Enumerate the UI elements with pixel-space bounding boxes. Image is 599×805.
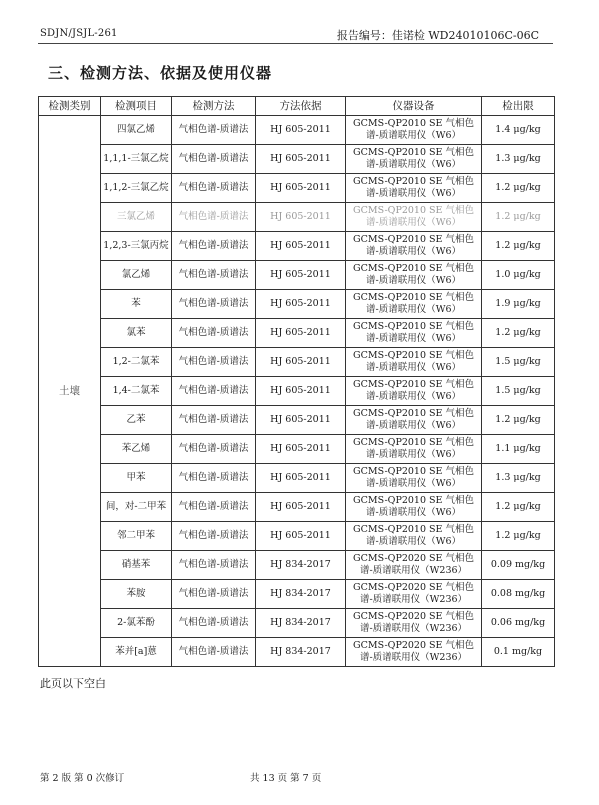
basis-cell: HJ 834-2017: [256, 638, 346, 667]
method-cell: 气相色谱-质谱法: [172, 551, 256, 580]
method-cell: 气相色谱-质谱法: [172, 580, 256, 609]
limit-cell: 1.5 μg/kg: [482, 348, 555, 377]
instrument-cell: GCMS-QP2010 SE 气相色谱-质谱联用仪（W6）: [346, 145, 482, 174]
method-cell: 气相色谱-质谱法: [172, 174, 256, 203]
item-cell: 四氯乙烯: [101, 116, 172, 145]
table-row: [39, 522, 555, 551]
revision-info: 第 2 版 第 0 次修订: [40, 773, 125, 784]
method-cell: 气相色谱-质谱法: [172, 290, 256, 319]
limit-cell: 1.2 μg/kg: [482, 493, 555, 522]
limit-cell: 1.9 μg/kg: [482, 290, 555, 319]
item-cell: 氯苯: [101, 319, 172, 348]
basis-cell: HJ 605-2011: [256, 377, 346, 406]
method-cell: 气相色谱-质谱法: [172, 116, 256, 145]
item-cell: 苯乙烯: [101, 435, 172, 464]
column-header: 检测方法: [172, 97, 256, 116]
basis-cell: HJ 605-2011: [256, 435, 346, 464]
column-header: 检测类别: [39, 97, 101, 116]
instrument-cell: GCMS-QP2010 SE 气相色谱-质谱联用仪（W6）: [346, 319, 482, 348]
method-cell: 气相色谱-质谱法: [172, 522, 256, 551]
instrument-cell: GCMS-QP2010 SE 气相色谱-质谱联用仪（W6）: [346, 232, 482, 261]
limit-cell: 1.3 μg/kg: [482, 145, 555, 174]
table-row: [39, 580, 555, 609]
table-row: [39, 406, 555, 435]
method-cell: 气相色谱-质谱法: [172, 261, 256, 290]
limit-cell: 1.2 μg/kg: [482, 522, 555, 551]
table-row: [39, 290, 555, 319]
basis-cell: HJ 834-2017: [256, 551, 346, 580]
method-cell: 气相色谱-质谱法: [172, 232, 256, 261]
item-cell: 邻二甲苯: [101, 522, 172, 551]
table-row: [39, 638, 555, 667]
basis-cell: HJ 605-2011: [256, 203, 346, 232]
item-cell: 间，对-二甲苯: [101, 493, 172, 522]
instrument-cell: GCMS-QP2020 SE 气相色谱-质谱联用仪（W236）: [346, 551, 482, 580]
instrument-cell: GCMS-QP2010 SE 气相色谱-质谱联用仪（W6）: [346, 493, 482, 522]
limit-cell: 1.5 μg/kg: [482, 377, 555, 406]
method-cell: 气相色谱-质谱法: [172, 348, 256, 377]
instrument-cell: GCMS-QP2010 SE 气相色谱-质谱联用仪（W6）: [346, 435, 482, 464]
limit-cell: 1.3 μg/kg: [482, 464, 555, 493]
methods-table: [38, 96, 555, 667]
basis-cell: HJ 605-2011: [256, 116, 346, 145]
basis-cell: HJ 605-2011: [256, 145, 346, 174]
basis-cell: HJ 605-2011: [256, 174, 346, 203]
basis-cell: HJ 834-2017: [256, 580, 346, 609]
limit-cell: 1.0 μg/kg: [482, 261, 555, 290]
table-row: [39, 116, 555, 145]
column-header: 仪器设备: [346, 97, 482, 116]
instrument-cell: GCMS-QP2010 SE 气相色谱-质谱联用仪（W6）: [346, 522, 482, 551]
limit-cell: 1.1 μg/kg: [482, 435, 555, 464]
table-row: [39, 203, 555, 232]
category-cell: 土壤: [39, 116, 101, 667]
item-cell: 1,2-二氯苯: [101, 348, 172, 377]
limit-cell: 0.08 mg/kg: [482, 580, 555, 609]
limit-cell: 1.4 μg/kg: [482, 116, 555, 145]
report-number: 报告编号：佳诺检 WD24010106C-06C: [336, 29, 539, 42]
table-row: [39, 319, 555, 348]
method-cell: 气相色谱-质谱法: [172, 145, 256, 174]
table-row: [39, 348, 555, 377]
method-cell: 气相色谱-质谱法: [172, 319, 256, 348]
item-cell: 三氯乙烯: [101, 203, 172, 232]
item-cell: 硝基苯: [101, 551, 172, 580]
item-cell: 苯: [101, 290, 172, 319]
method-cell: 气相色谱-质谱法: [172, 638, 256, 667]
table-header-row: [39, 97, 555, 116]
document-code: SDJN/JSJL-261: [40, 28, 118, 39]
item-cell: 1,1,2-三氯乙烷: [101, 174, 172, 203]
instrument-cell: GCMS-QP2010 SE 气相色谱-质谱联用仪（W6）: [346, 464, 482, 493]
instrument-cell: GCMS-QP2010 SE 气相色谱-质谱联用仪（W6）: [346, 203, 482, 232]
column-header: 检出限: [482, 97, 555, 116]
header-divider: [38, 43, 553, 44]
method-cell: 气相色谱-质谱法: [172, 406, 256, 435]
item-cell: 1,1,1-三氯乙烷: [101, 145, 172, 174]
item-cell: 1,2,3-三氯丙烷: [101, 232, 172, 261]
basis-cell: HJ 605-2011: [256, 493, 346, 522]
table-row: [39, 145, 555, 174]
instrument-cell: GCMS-QP2010 SE 气相色谱-质谱联用仪（W6）: [346, 406, 482, 435]
blank-below-note: 此页以下空白: [40, 677, 106, 690]
method-cell: 气相色谱-质谱法: [172, 203, 256, 232]
instrument-cell: GCMS-QP2020 SE 气相色谱-质谱联用仪（W236）: [346, 580, 482, 609]
limit-cell: 1.2 μg/kg: [482, 319, 555, 348]
limit-cell: 0.1 mg/kg: [482, 638, 555, 667]
limit-cell: 0.09 mg/kg: [482, 551, 555, 580]
method-cell: 气相色谱-质谱法: [172, 377, 256, 406]
item-cell: 乙苯: [101, 406, 172, 435]
item-cell: 2-氯苯酚: [101, 609, 172, 638]
instrument-cell: GCMS-QP2010 SE 气相色谱-质谱联用仪（W6）: [346, 174, 482, 203]
limit-cell: 1.2 μg/kg: [482, 406, 555, 435]
table-row: [39, 493, 555, 522]
instrument-cell: GCMS-QP2010 SE 气相色谱-质谱联用仪（W6）: [346, 261, 482, 290]
basis-cell: HJ 605-2011: [256, 261, 346, 290]
item-cell: 苯胺: [101, 580, 172, 609]
limit-cell: 0.06 mg/kg: [482, 609, 555, 638]
instrument-cell: GCMS-QP2010 SE 气相色谱-质谱联用仪（W6）: [346, 116, 482, 145]
column-header: 方法依据: [256, 97, 346, 116]
table-row: [39, 609, 555, 638]
basis-cell: HJ 605-2011: [256, 348, 346, 377]
instrument-cell: GCMS-QP2010 SE 气相色谱-质谱联用仪（W6）: [346, 290, 482, 319]
basis-cell: HJ 605-2011: [256, 319, 346, 348]
basis-cell: HJ 834-2017: [256, 609, 346, 638]
limit-cell: 1.2 μg/kg: [482, 174, 555, 203]
instrument-cell: GCMS-QP2010 SE 气相色谱-质谱联用仪（W6）: [346, 348, 482, 377]
basis-cell: HJ 605-2011: [256, 290, 346, 319]
item-cell: 氯乙烯: [101, 261, 172, 290]
basis-cell: HJ 605-2011: [256, 464, 346, 493]
method-cell: 气相色谱-质谱法: [172, 464, 256, 493]
method-cell: 气相色谱-质谱法: [172, 435, 256, 464]
table-row: [39, 464, 555, 493]
method-cell: 气相色谱-质谱法: [172, 493, 256, 522]
table-row: [39, 174, 555, 203]
instrument-cell: GCMS-QP2020 SE 气相色谱-质谱联用仪（W236）: [346, 609, 482, 638]
table-row: [39, 232, 555, 261]
instrument-cell: GCMS-QP2020 SE 气相色谱-质谱联用仪（W236）: [346, 638, 482, 667]
basis-cell: HJ 605-2011: [256, 232, 346, 261]
limit-cell: 1.2 μg/kg: [482, 203, 555, 232]
item-cell: 甲苯: [101, 464, 172, 493]
page-number: 共 13 页 第 7 页: [250, 773, 322, 784]
basis-cell: HJ 605-2011: [256, 522, 346, 551]
basis-cell: HJ 605-2011: [256, 406, 346, 435]
table-row: [39, 377, 555, 406]
limit-cell: 1.2 μg/kg: [482, 232, 555, 261]
table-row: [39, 261, 555, 290]
section-title: 三、检测方法、依据及使用仪器: [48, 64, 273, 82]
item-cell: 苯并[a]蒽: [101, 638, 172, 667]
column-header: 检测项目: [101, 97, 172, 116]
table-row: [39, 435, 555, 464]
item-cell: 1,4-二氯苯: [101, 377, 172, 406]
method-cell: 气相色谱-质谱法: [172, 609, 256, 638]
table-row: [39, 551, 555, 580]
instrument-cell: GCMS-QP2010 SE 气相色谱-质谱联用仪（W6）: [346, 377, 482, 406]
